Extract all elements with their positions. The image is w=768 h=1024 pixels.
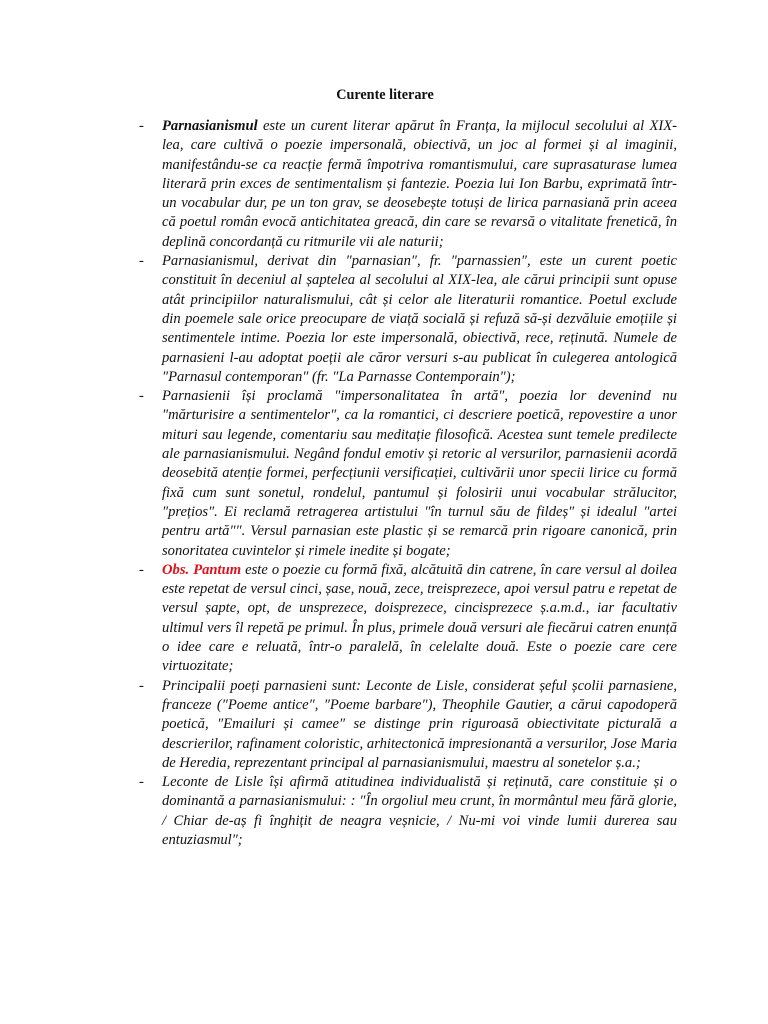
list-item-text — [162, 387, 677, 561]
item-body: Principalii poeți parnasieni sunt: Leconte de Lisle, considerat șeful școlii parnasiene, franceze (″Poeme antice″, ″Poeme barbare″), Theophile Gautier, a cărui capodoperă poetică, ″Emailuri și camee″ se distinge prin riguroasă obiectivitate picturală a descrierilor, rafinament coloristic, arhitectonică impresionantă a versurilor, Jose Maria de Heredia, reprezentant principal al parnasianismului, maestru al sonetelor ș.a.; — [162, 677, 677, 771]
list-item-text — [162, 252, 677, 387]
list-item-text — [162, 773, 677, 850]
item-body: Parnasienii își proclamă ″impersonalitatea în artă″, poezia lor devenind nu ″mărturisire a sentimentelor″, ca la romantici, ci descriere poetică, repovestire a unor mituri sau legende, comentariu sau meditație filosofică. Acestea sunt temele predilecte ale parnasianismului. Negând fondul emotiv și retoric al versurilor, parnasienii acordă deosebită atenție formei, perfecțiunii versificației, cultivării unor specii lirice cu formă fixă cum sunt sonetul, rondelul, pantumul și folosirii unui vocabular strălucitor, ″prețios″. Ei reclamă retragerea artistului ″în turnul său de fildeș″ și idealul ″artei pentru artă″″. Versul parnasian este plastic și se remarcă prin rigoare canonică, prin sonoritatea cuvintelor și rimele inedite și bogate; — [162, 388, 677, 559]
dash-bullet: - — [139, 774, 144, 791]
list-item — [139, 677, 679, 773]
document-title: Curente literare — [336, 87, 434, 103]
list-item-text — [162, 677, 677, 773]
item-body: este un curent literar apărut în Franța, la mijlocul secolului al XIX-lea, care cultivă o poezie impersonală, obiectivă, un joc al formei și al imaginii, manifestându-se ca reacție fermă împotriva romantismului, care suprasaturase lumea literară prin exces de sentimentalism și fantezie. Poezia lui Ion Barbu, exprimată într-un vocabular dur, pe un ton grav, se deosebește totuși de lirica parnasiană prin aceea că poetul român evocă antichitatea greacă, din care se revarsă o vitalitate frenetică, în deplină concordanță cu ritmurile vii ale naturii; — [162, 118, 677, 250]
dash-bullet: - — [139, 253, 144, 270]
list-item — [139, 117, 679, 252]
list-item — [139, 561, 679, 677]
dash-bullet: - — [139, 561, 144, 578]
list-item — [139, 773, 679, 850]
observation-lead-term: Obs. Pantum — [162, 561, 242, 578]
list-item-text — [162, 561, 677, 677]
item-body: este o poezie cu formă fixă, alcătuită din catrene, în care versul al doilea este repetat de versul cinci, șase, nouă, zece, treisprezece, apoi versul patru e repetat de versul șapte, opt, de unsprezece, doisprezece, cincisprezece ș.a.m.d., iar facultativ ultimul vers îl repetă pe primul. În plus, primele două versuri ale fiecărui catren enunță o idee care e reluată, într-o paralelă, în celelalte două. Este o poezie care cere virtuozitate; — [162, 561, 677, 675]
list-item — [139, 387, 679, 561]
item-body: Leconte de Lisle își afirmă atitudinea individualistă și reținută, care constituie și o dominantă a parnasianismului: : ″În orgoliul meu crunt, în mormântul meu fără glorie, / Chiar de-aș fi înghițit de neagra veșnicie, / Nu-mi voi vinde lumii durerea sau entuziasmul″; — [162, 774, 677, 848]
list-item — [139, 252, 679, 387]
dash-bullet: - — [139, 388, 144, 405]
item-body: Parnasianismul, derivat din ″parnasian″, fr. ″parnassien″, este un curent poetic constituit în deceniul al șaptelea al secolului al XIX-lea, ale cărui principii sunt opuse atât principiilor naturalismului, cât și celor ale literaturii romantice. Poetul exclude din poemele sale orice preocupare de viață socială și refuză să-și dezvăluie emoțiile și sentimentele intime. Poezia lor este impersonală, obiectivă, rece, reținută. Numele de parnasieni l-au adoptat poeții ale căror versuri s-au publicat în culegerea antologică ″Parnasul contemporan″ (fr. ″La Parnasse Contemporain″); — [162, 253, 677, 385]
dash-bullet: - — [139, 118, 144, 134]
bullet-list — [139, 117, 679, 850]
dash-bullet: - — [139, 677, 144, 694]
item-lead-term: Parnasianismul — [162, 118, 258, 134]
list-item-text — [162, 117, 677, 252]
